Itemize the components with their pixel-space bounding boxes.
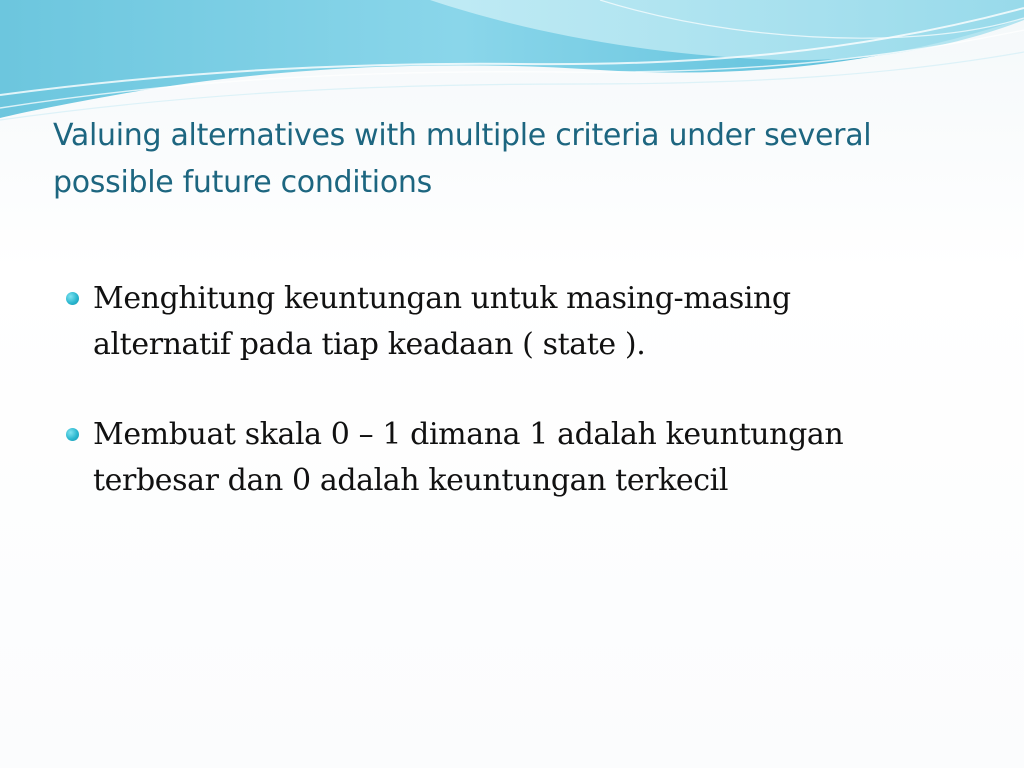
bullet-list bbox=[0, 276, 1024, 504]
slide-title: Valuing alternatives with multiple criteria under several possible future conditions bbox=[53, 118, 872, 200]
bullet-item bbox=[0, 412, 893, 504]
bullet-marker bbox=[66, 292, 79, 305]
bullet-text: Membuat skala 0 – 1 dimana 1 adalah keuntungan terbesar dan 0 adalah keuntungan terkecil bbox=[93, 417, 844, 498]
bullet-item bbox=[0, 276, 893, 368]
bullet-text: Menghitung keuntungan untuk masing-masing alternatif pada tiap keadaan ( state ). bbox=[93, 281, 791, 362]
bullet-marker bbox=[66, 428, 79, 441]
